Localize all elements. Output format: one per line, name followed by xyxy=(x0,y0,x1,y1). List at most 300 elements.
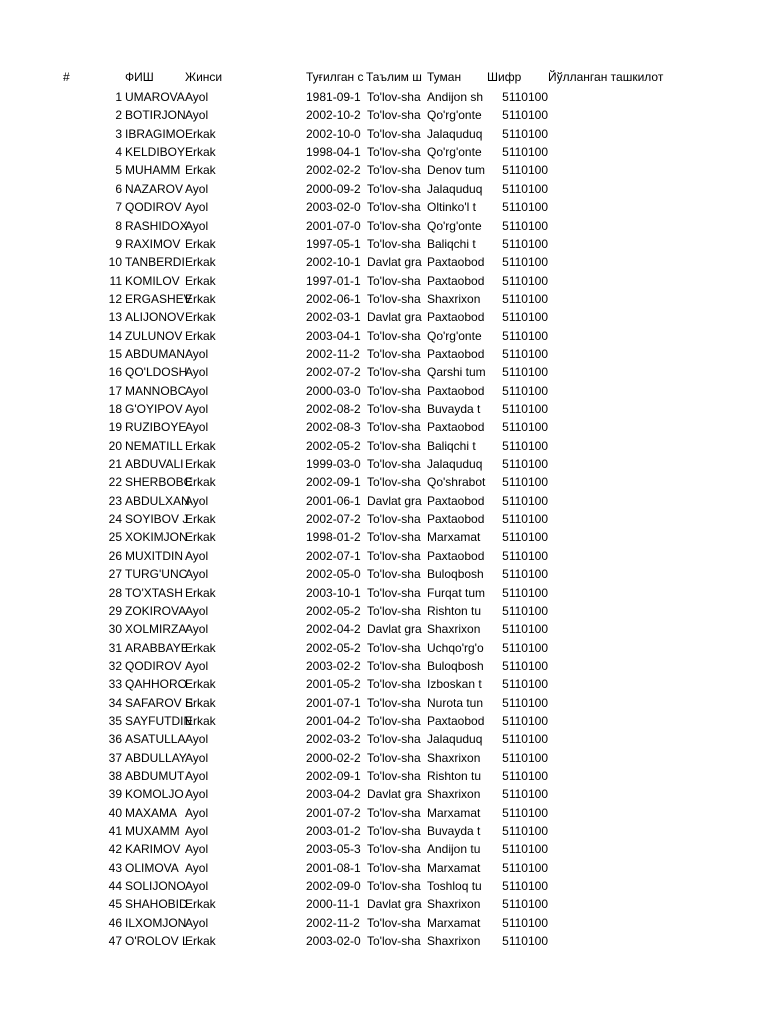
gender-cell: Erkak xyxy=(185,677,216,692)
code-cell: 5110100 xyxy=(502,860,548,875)
row-number: 9 xyxy=(115,236,122,251)
code-cell: 5110100 xyxy=(502,90,548,104)
full-name-cell: UMAROVA xyxy=(125,90,185,104)
row-number: 12 xyxy=(108,291,122,306)
district-cell: Furqat tum xyxy=(427,585,486,600)
birth-date-cell: 2002-05-2 xyxy=(306,438,361,453)
education-cell: To'lov-sha xyxy=(367,585,421,600)
gender-cell: Ayol xyxy=(185,181,209,196)
code-cell: 5110100 xyxy=(502,255,548,270)
full-name-cell: MAXAMA xyxy=(125,805,178,820)
education-cell: To'lov-sha xyxy=(367,879,421,894)
row-number: 31 xyxy=(108,640,122,655)
gender-cell: Ayol xyxy=(185,346,209,361)
education-cell: To'lov-sha xyxy=(367,383,421,398)
gender-cell: Erkak xyxy=(185,438,216,453)
district-cell: Paxtaobod xyxy=(427,346,485,361)
education-cell: Davlat gra xyxy=(367,622,422,637)
gender-cell: Ayol xyxy=(185,200,209,215)
code-cell: 5110100 xyxy=(502,805,548,820)
birth-date-cell: 2001-07-1 xyxy=(306,695,361,710)
gender-cell: Erkak xyxy=(185,328,216,343)
birth-date-cell: 2003-04-2 xyxy=(306,787,361,802)
birth-date-cell: 2003-02-2 xyxy=(306,658,361,673)
education-cell: Davlat gra xyxy=(367,310,422,325)
birth-date-cell: 2001-06-1 xyxy=(306,493,361,508)
full-name-cell: KELDIBOYE xyxy=(125,145,194,160)
code-cell: 5110100 xyxy=(502,787,548,802)
birth-date-cell: 2002-08-2 xyxy=(306,402,361,416)
birth-date-cell: 2002-05-0 xyxy=(306,567,361,582)
education-cell: To'lov-sha xyxy=(367,603,421,618)
birth-date-cell: 2002-10-1 xyxy=(306,255,361,270)
gender-cell: Erkak xyxy=(185,640,216,655)
birth-date-cell: 2002-06-1 xyxy=(306,291,361,306)
row-number: 10 xyxy=(108,255,122,270)
birth-date-cell: 2002-10-2 xyxy=(306,108,361,123)
row-number: 16 xyxy=(108,365,122,380)
birth-date-cell: 2002-07-2 xyxy=(306,512,361,527)
education-cell: To'lov-sha xyxy=(367,346,421,361)
row-number: 5 xyxy=(115,163,122,178)
education-cell: To'lov-sha xyxy=(367,273,421,288)
full-name-cell: OLIMOVA xyxy=(125,860,179,875)
code-cell: 5110100 xyxy=(502,420,548,435)
birth-date-cell: 2003-05-3 xyxy=(306,842,361,857)
district-cell: Jalaquduq xyxy=(427,126,483,141)
education-cell: To'lov-sha xyxy=(367,236,421,251)
district-cell: Shaxrixon xyxy=(427,622,481,637)
full-name-cell: MUXITDIN xyxy=(125,548,183,563)
gender-cell: Ayol xyxy=(185,658,209,673)
code-cell: 5110100 xyxy=(502,567,548,582)
district-cell: Baliqchi t xyxy=(427,236,476,251)
gender-cell: Erkak xyxy=(185,897,216,912)
district-cell: Paxtaobod xyxy=(427,512,485,527)
education-cell: To'lov-sha xyxy=(367,530,421,545)
education-cell: To'lov-sha xyxy=(367,713,421,728)
district-cell: Shaxrixon xyxy=(427,750,481,765)
gender-cell: Ayol xyxy=(185,420,209,435)
row-number: 35 xyxy=(108,713,122,728)
gender-cell: Erkak xyxy=(185,291,216,306)
full-name-cell: SAFAROV S xyxy=(125,695,194,710)
row-number: 37 xyxy=(108,750,122,765)
row-number: 2 xyxy=(115,108,122,123)
education-cell: To'lov-sha xyxy=(367,126,421,141)
gender-cell: Ayol xyxy=(185,383,209,398)
code-cell: 5110100 xyxy=(502,291,548,306)
district-cell: Paxtaobod xyxy=(427,420,485,435)
education-cell: To'lov-sha xyxy=(367,915,421,930)
birth-date-cell: 2002-09-0 xyxy=(306,879,361,894)
code-cell: 5110100 xyxy=(502,824,548,838)
gender-cell: Ayol xyxy=(185,493,209,508)
code-cell: 5110100 xyxy=(502,622,548,637)
education-cell: To'lov-sha xyxy=(367,145,421,160)
full-name-cell: RASHIDOX xyxy=(125,218,188,233)
full-name-cell: ABDUVALI xyxy=(125,457,184,471)
gender-cell: Ayol xyxy=(185,603,209,618)
birth-date-cell: 2003-10-1 xyxy=(306,585,361,600)
district-cell: Uchqo'rg'o xyxy=(427,640,484,655)
code-cell: 5110100 xyxy=(502,934,548,949)
district-cell: Buloqbosh xyxy=(427,658,484,673)
education-cell: To'lov-sha xyxy=(367,732,421,747)
education-cell: To'lov-sha xyxy=(367,163,421,178)
district-cell: Izboskan t xyxy=(427,677,482,692)
education-cell: To'lov-sha xyxy=(367,402,421,416)
row-number: 47 xyxy=(108,934,122,949)
district-cell: Jalaquduq xyxy=(427,457,483,471)
birth-date-cell: 2001-05-2 xyxy=(306,677,361,692)
district-cell: Buloqbosh xyxy=(427,567,484,582)
birth-date-cell: 2000-09-2 xyxy=(306,181,361,196)
header-full-name: ФИШ xyxy=(125,70,154,84)
gender-cell: Ayol xyxy=(185,842,209,857)
row-number: 34 xyxy=(108,695,122,710)
row-number: 27 xyxy=(108,567,122,582)
district-cell: Paxtaobod xyxy=(427,310,485,325)
row-number: 25 xyxy=(108,530,122,545)
district-cell: Qo'rg'onte xyxy=(427,145,482,160)
code-cell: 5110100 xyxy=(502,365,548,380)
birth-date-cell: 2002-03-2 xyxy=(306,732,361,747)
row-number: 19 xyxy=(108,420,122,435)
gender-cell: Ayol xyxy=(185,860,209,875)
gender-cell: Erkak xyxy=(185,585,216,600)
birth-date-cell: 1997-01-1 xyxy=(306,273,361,288)
education-cell: To'lov-sha xyxy=(367,824,421,838)
education-cell: To'lov-sha xyxy=(367,420,421,435)
code-cell: 5110100 xyxy=(502,640,548,655)
row-number: 11 xyxy=(109,273,122,288)
education-cell: To'lov-sha xyxy=(367,640,421,655)
birth-date-cell: 1998-01-2 xyxy=(306,530,361,545)
row-number: 14 xyxy=(108,328,122,343)
gender-cell: Erkak xyxy=(185,236,216,251)
full-name-cell: KOMILOV xyxy=(125,273,180,288)
education-cell: To'lov-sha xyxy=(367,365,421,380)
row-number: 3 xyxy=(115,126,122,141)
code-cell: 5110100 xyxy=(502,732,548,747)
district-cell: Marxamat xyxy=(427,915,481,930)
district-cell: Jalaquduq xyxy=(427,181,483,196)
gender-cell: Ayol xyxy=(185,108,209,123)
row-number: 21 xyxy=(108,457,122,471)
gender-cell: Ayol xyxy=(185,548,209,563)
full-name-cell: SOLIJONO xyxy=(125,879,186,894)
gender-cell: Ayol xyxy=(185,90,209,104)
education-cell: To'lov-sha xyxy=(367,750,421,765)
gender-cell: Erkak xyxy=(185,713,216,728)
code-cell: 5110100 xyxy=(502,163,548,178)
row-number: 6 xyxy=(115,181,122,196)
code-cell: 5110100 xyxy=(502,218,548,233)
row-number: 43 xyxy=(108,860,122,875)
row-number: 18 xyxy=(108,402,122,416)
full-name-cell: NAZAROV xyxy=(125,181,184,196)
education-cell: To'lov-sha xyxy=(367,567,421,582)
full-name-cell: BOTIRJON xyxy=(125,108,186,123)
district-cell: Paxtaobod xyxy=(427,713,485,728)
full-name-cell: ABDULLAY xyxy=(125,750,187,765)
district-cell: Marxamat xyxy=(427,860,481,875)
full-name-cell: ARABBAYE xyxy=(125,640,189,655)
gender-cell: Ayol xyxy=(185,769,209,783)
district-cell: Qo'rg'onte xyxy=(427,328,482,343)
full-name-cell: ASATULLA xyxy=(125,732,186,747)
gender-cell: Ayol xyxy=(185,218,209,233)
full-name-cell: RUZIBOYE xyxy=(125,420,187,435)
education-cell: To'lov-sha xyxy=(367,457,421,471)
full-name-cell: ABDUMAN xyxy=(125,346,186,361)
education-cell: To'lov-sha xyxy=(367,291,421,306)
education-cell: To'lov-sha xyxy=(367,860,421,875)
birth-date-cell: 2003-02-0 xyxy=(306,934,361,949)
gender-cell: Erkak xyxy=(185,126,216,141)
row-number: 28 xyxy=(108,585,122,600)
gender-cell: Ayol xyxy=(185,750,209,765)
district-cell: Paxtaobod xyxy=(427,548,485,563)
row-number: 23 xyxy=(108,493,122,508)
header-gender: Жинси xyxy=(185,70,223,84)
code-cell: 5110100 xyxy=(502,310,548,325)
district-cell: Rishton tu xyxy=(427,769,482,783)
gender-cell: Erkak xyxy=(185,934,216,949)
district-cell: Marxamat xyxy=(427,530,481,545)
code-cell: 5110100 xyxy=(502,658,548,673)
row-number: 30 xyxy=(108,622,122,637)
full-name-cell: ABDULXAN xyxy=(125,493,190,508)
education-cell: To'lov-sha xyxy=(367,90,421,104)
education-cell: To'lov-sha xyxy=(367,769,421,783)
full-name-cell: ABDUMUT xyxy=(125,769,185,783)
district-cell: Paxtaobod xyxy=(427,273,485,288)
birth-date-cell: 1997-05-1 xyxy=(306,236,361,251)
code-cell: 5110100 xyxy=(502,879,548,894)
education-cell: To'lov-sha xyxy=(367,218,421,233)
full-name-cell: TURG'UNC xyxy=(125,567,188,582)
gender-cell: Ayol xyxy=(185,915,209,930)
district-cell: Paxtaobod xyxy=(427,493,485,508)
district-cell: Shaxrixon xyxy=(427,787,481,802)
header-birth-date: Туғилган с xyxy=(306,70,364,84)
gender-cell: Ayol xyxy=(185,622,209,637)
gender-cell: Ayol xyxy=(185,879,209,894)
row-number: 7 xyxy=(115,200,122,215)
education-cell: Davlat gra xyxy=(367,493,422,508)
birth-date-cell: 2003-04-1 xyxy=(306,328,361,343)
education-cell: Davlat gra xyxy=(367,255,422,270)
row-number: 15 xyxy=(108,346,122,361)
district-cell: Nurota tun xyxy=(427,695,484,710)
birth-date-cell: 2003-01-2 xyxy=(306,824,361,838)
full-name-cell: MUHAMM xyxy=(125,163,181,178)
gender-cell: Erkak xyxy=(185,310,216,325)
row-number: 8 xyxy=(115,218,122,233)
code-cell: 5110100 xyxy=(502,383,548,398)
birth-date-cell: 1998-04-1 xyxy=(306,145,361,160)
full-name-cell: QODIROV xyxy=(125,658,182,673)
code-cell: 5110100 xyxy=(502,475,548,490)
education-cell: To'lov-sha xyxy=(367,934,421,949)
full-name-cell: ERGASHEV xyxy=(125,291,192,306)
district-cell: Shaxrixon xyxy=(427,897,481,912)
code-cell: 5110100 xyxy=(502,677,548,692)
education-cell: To'lov-sha xyxy=(367,438,421,453)
gender-cell: Ayol xyxy=(185,402,209,416)
birth-date-cell: 2002-07-1 xyxy=(306,548,361,563)
full-name-cell: QAHHORO xyxy=(125,677,188,692)
full-name-cell: SHERBOBC xyxy=(125,475,193,490)
code-cell: 5110100 xyxy=(502,108,548,123)
education-cell: To'lov-sha xyxy=(367,805,421,820)
gender-cell: Erkak xyxy=(185,695,216,710)
code-cell: 5110100 xyxy=(502,200,548,215)
district-cell: Jalaquduq xyxy=(427,732,483,747)
code-cell: 5110100 xyxy=(502,585,548,600)
full-name-cell: O'ROLOV L xyxy=(125,934,189,949)
full-name-cell: SHAHOBID xyxy=(125,897,188,912)
district-cell: Andijon tu xyxy=(427,842,481,857)
row-number: 1 xyxy=(115,90,122,104)
education-cell: To'lov-sha xyxy=(367,475,421,490)
full-name-cell: SOYIBOV J xyxy=(125,512,189,527)
header-code: Шифр xyxy=(487,70,522,84)
education-cell: To'lov-sha xyxy=(367,328,421,343)
full-name-cell: ZULUNOV xyxy=(125,328,183,343)
full-name-cell: MANNOBC xyxy=(125,383,187,398)
education-cell: To'lov-sha xyxy=(367,108,421,123)
district-cell: Paxtaobod xyxy=(427,383,485,398)
district-cell: Toshloq tu xyxy=(427,879,482,894)
row-number: 20 xyxy=(108,438,122,453)
birth-date-cell: 2002-11-2 xyxy=(306,915,360,930)
birth-date-cell: 2000-11-1 xyxy=(306,897,360,912)
gender-cell: Erkak xyxy=(185,475,216,490)
district-cell: Shaxrixon xyxy=(427,934,481,949)
code-cell: 5110100 xyxy=(502,603,548,618)
row-number: 24 xyxy=(108,512,122,527)
district-cell: Qo'shrabot xyxy=(427,475,486,490)
full-name-cell: KARIMOV xyxy=(125,842,181,857)
education-cell: To'lov-sha xyxy=(367,677,421,692)
code-cell: 5110100 xyxy=(502,548,548,563)
row-number: 46 xyxy=(108,915,122,930)
birth-date-cell: 2002-03-1 xyxy=(306,310,361,325)
code-cell: 5110100 xyxy=(502,181,548,196)
full-name-cell: NEMATILL xyxy=(125,438,183,453)
gender-cell: Ayol xyxy=(185,732,209,747)
gender-cell: Erkak xyxy=(185,273,216,288)
full-name-cell: IBRAGIMO xyxy=(125,126,186,141)
district-cell: Rishton tu xyxy=(427,603,482,618)
birth-date-cell: 1999-03-0 xyxy=(306,457,361,471)
full-name-cell: ILXOMJON xyxy=(125,915,187,930)
district-cell: Andijon sh xyxy=(427,90,484,104)
gender-cell: Ayol xyxy=(185,567,209,582)
full-name-cell: QO'LDOSH xyxy=(125,365,188,380)
code-cell: 5110100 xyxy=(502,273,548,288)
row-number: 13 xyxy=(108,310,122,325)
row-number: 44 xyxy=(108,879,122,894)
row-number: 33 xyxy=(108,677,122,692)
gender-cell: Erkak xyxy=(185,530,216,545)
full-name-cell: TANBERDI xyxy=(125,255,185,270)
birth-date-cell: 2002-04-2 xyxy=(306,622,361,637)
education-cell: Davlat gra xyxy=(367,897,422,912)
code-cell: 5110100 xyxy=(502,897,548,912)
code-cell: 5110100 xyxy=(502,750,548,765)
birth-date-cell: 2001-07-2 xyxy=(306,805,361,820)
gender-cell: Erkak xyxy=(185,163,216,178)
code-cell: 5110100 xyxy=(502,457,548,471)
birth-date-cell: 2002-07-2 xyxy=(306,365,361,380)
header-organization: Йўлланган ташкилот xyxy=(548,70,664,84)
row-number: 32 xyxy=(108,658,122,673)
code-cell: 5110100 xyxy=(502,236,548,251)
gender-cell: Ayol xyxy=(185,787,209,802)
gender-cell: Erkak xyxy=(185,512,216,527)
code-cell: 5110100 xyxy=(502,438,548,453)
full-name-cell: TO'XTASH xyxy=(125,585,183,600)
row-number: 22 xyxy=(108,475,122,490)
district-cell: Shaxrixon xyxy=(427,291,481,306)
header-education-type: Таълим ш xyxy=(366,70,422,84)
row-number: 45 xyxy=(108,897,122,912)
gender-cell: Erkak xyxy=(185,255,216,270)
code-cell: 5110100 xyxy=(502,402,548,416)
full-name-cell: SAYFUTDIN xyxy=(125,713,193,728)
birth-date-cell: 2001-07-0 xyxy=(306,218,361,233)
code-cell: 5110100 xyxy=(502,695,548,710)
birth-date-cell: 2002-05-2 xyxy=(306,603,361,618)
full-name-cell: ZOKIROVA xyxy=(125,603,187,618)
district-cell: Buvayda t xyxy=(427,402,481,416)
district-cell: Oltinko'l t xyxy=(427,200,476,215)
gender-cell: Ayol xyxy=(185,805,209,820)
full-name-cell: QODIROV xyxy=(125,200,182,215)
code-cell: 5110100 xyxy=(502,842,548,857)
code-cell: 5110100 xyxy=(502,493,548,508)
birth-date-cell: 2002-11-2 xyxy=(306,346,360,361)
birth-date-cell: 2002-09-1 xyxy=(306,769,361,783)
birth-date-cell: 2001-04-2 xyxy=(306,713,361,728)
full-name-cell: XOLMIRZA xyxy=(125,622,187,637)
gender-cell: Erkak xyxy=(185,145,216,160)
row-number: 41 xyxy=(108,824,122,838)
district-cell: Paxtaobod xyxy=(427,255,485,270)
full-name-cell: RAXIMOV xyxy=(125,236,181,251)
row-number: 4 xyxy=(115,145,122,160)
district-cell: Qarshi tum xyxy=(427,365,486,380)
full-name-cell: MUXAMM xyxy=(125,824,180,838)
code-cell: 5110100 xyxy=(502,145,548,160)
full-name-cell: ALIJONOV xyxy=(125,310,185,325)
code-cell: 5110100 xyxy=(502,512,548,527)
district-cell: Qo'rg'onte xyxy=(427,218,482,233)
birth-date-cell: 2003-02-0 xyxy=(306,200,361,215)
gender-cell: Ayol xyxy=(185,824,209,838)
full-name-cell: KOMOLJO xyxy=(125,787,184,802)
code-cell: 5110100 xyxy=(502,915,548,930)
birth-date-cell: 1981-09-1 xyxy=(306,90,361,104)
district-cell: Denov tum xyxy=(427,163,486,178)
row-number: 39 xyxy=(108,787,122,802)
birth-date-cell: 2002-02-2 xyxy=(306,163,361,178)
birth-date-cell: 2002-10-0 xyxy=(306,126,361,141)
